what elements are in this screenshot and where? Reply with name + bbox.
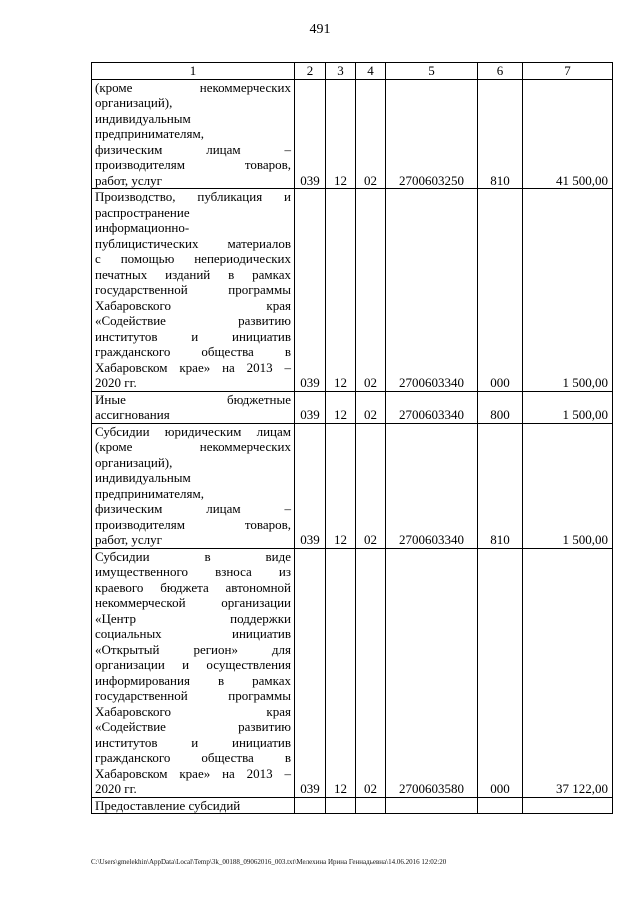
description-line: гражданского общества в [95,750,291,765]
description-line: предпринимателям, [95,485,204,501]
description-line: Предоставление субсидий [95,797,241,813]
section-cell: 12 [326,548,356,797]
description-line: предпринимателям, [95,126,204,141]
subsection-cell: 02 [356,189,386,392]
description-line: Хабаровского края [95,703,291,719]
description-line: государственной программы [95,282,291,297]
description-line: Субсидии юридическим лицам [95,423,291,439]
description-line: физическим лицам – [95,501,291,516]
description-line: 2020 гг. [95,781,137,796]
column-header: 3 [326,63,356,80]
description-line: работ, услуг [95,172,163,188]
description-line: институтов и инициатив [95,734,291,750]
description-line: производителям товаров, [95,157,291,172]
admin-code-cell [295,797,326,814]
expense-type-cell: 810 [478,79,523,189]
section-cell: 12 [326,79,356,189]
admin-code-cell: 039 [295,423,326,548]
amount-cell: 1 500,00 [523,423,613,548]
amount-cell: 37 122,00 [523,548,613,797]
section-cell: 12 [326,423,356,548]
description-cell [92,548,295,797]
description-line: (кроме некоммерческих [95,439,291,454]
column-header: 1 [92,63,295,80]
description-line: информирования в рамках [95,672,291,688]
target-article-cell: 2700603250 [386,79,478,189]
description-line: с помощью непериодических [95,251,291,266]
description-line: некоммерческой организации [95,595,291,610]
description-line: организаций), [95,454,173,470]
description-line: производителям товаров, [95,516,291,532]
amount-cell: 41 500,00 [523,79,613,189]
page-number: 491 [309,22,331,37]
description-line: физическим лицам – [95,141,291,157]
description-line: работ, услуг [95,532,163,547]
description-line: «Содействие развитию [95,313,291,328]
description-line: (кроме некоммерческих [95,79,291,95]
description-line: институтов и инициатив [95,328,291,344]
table-row [92,79,613,189]
description-cell [92,79,295,189]
target-article-cell: 2700603580 [386,548,478,797]
subsection-cell: 02 [356,548,386,797]
description-line: Хабаровском крае» на 2013 – [95,359,291,375]
description-line: Производство, публикация и [95,189,291,204]
description-line: ассигнования [95,407,170,422]
expense-type-cell: 000 [478,189,523,392]
description-line: гражданского общества в [95,344,291,359]
description-line: организаций), [95,95,173,110]
admin-code-cell: 039 [295,79,326,189]
description-line: «Содействие развитию [95,719,291,734]
table-row [92,189,613,392]
admin-code-cell: 039 [295,391,326,423]
table-row [92,423,613,548]
description-line: 2020 гг. [95,375,137,390]
amount-cell: 1 500,00 [523,391,613,423]
description-line: государственной программы [95,688,291,703]
description-line: «Центр поддержки [95,610,291,626]
table-header-row [92,63,613,80]
description-line: Хабаровском крае» на 2013 – [95,765,291,781]
description-line: социальных инициатив [95,626,291,641]
column-header: 2 [295,63,326,80]
table-row [92,391,613,423]
description-line: краевого бюджета автономной [95,579,291,595]
admin-code-cell: 039 [295,189,326,392]
table-row [92,548,613,797]
column-header: 7 [523,63,613,80]
description-line: информационно- [95,220,190,235]
amount-cell [523,797,613,814]
subsection-cell: 02 [356,391,386,423]
description-cell [92,423,295,548]
description-line: «Открытый регион» для [95,641,291,657]
column-header: 4 [356,63,386,80]
amount-cell: 1 500,00 [523,189,613,392]
subsection-cell: 02 [356,423,386,548]
column-header: 6 [478,63,523,80]
section-cell: 12 [326,189,356,392]
description-cell [92,391,295,423]
budget-table [91,62,613,814]
description-cell [92,797,295,814]
description-line: имущественного взноса из [95,564,291,579]
description-line: Хабаровского края [95,297,291,313]
subsection-cell [356,797,386,814]
table-row [92,797,613,814]
description-cell [92,189,295,392]
expense-type-cell: 000 [478,548,523,797]
description-line: печатных изданий в рамках [95,266,291,282]
expense-type-cell: 810 [478,423,523,548]
expense-type-cell [478,797,523,814]
target-article-cell [386,797,478,814]
section-cell: 12 [326,391,356,423]
description-line: публицистических материалов [95,235,291,251]
description-line: организации и осуществления [95,657,291,672]
description-line: индивидуальным [95,110,191,126]
subsection-cell: 02 [356,79,386,189]
section-cell [326,797,356,814]
admin-code-cell: 039 [295,548,326,797]
description-line: Субсидии в виде [95,548,291,564]
target-article-cell: 2700603340 [386,391,478,423]
target-article-cell: 2700603340 [386,423,478,548]
footer-file-path: C:\Users\gmelekhin\AppData\Local\Temp\3k_00188_09062016_003.txt\Мелехина Ирина Геннадьевна\14.06.2016 12:02:20 [91,858,447,866]
column-header: 5 [386,63,478,80]
description-line: Иные бюджетные [95,391,291,407]
description-line: распространение [95,204,190,220]
target-article-cell: 2700603340 [386,189,478,392]
expense-type-cell: 800 [478,391,523,423]
description-line: индивидуальным [95,470,191,485]
